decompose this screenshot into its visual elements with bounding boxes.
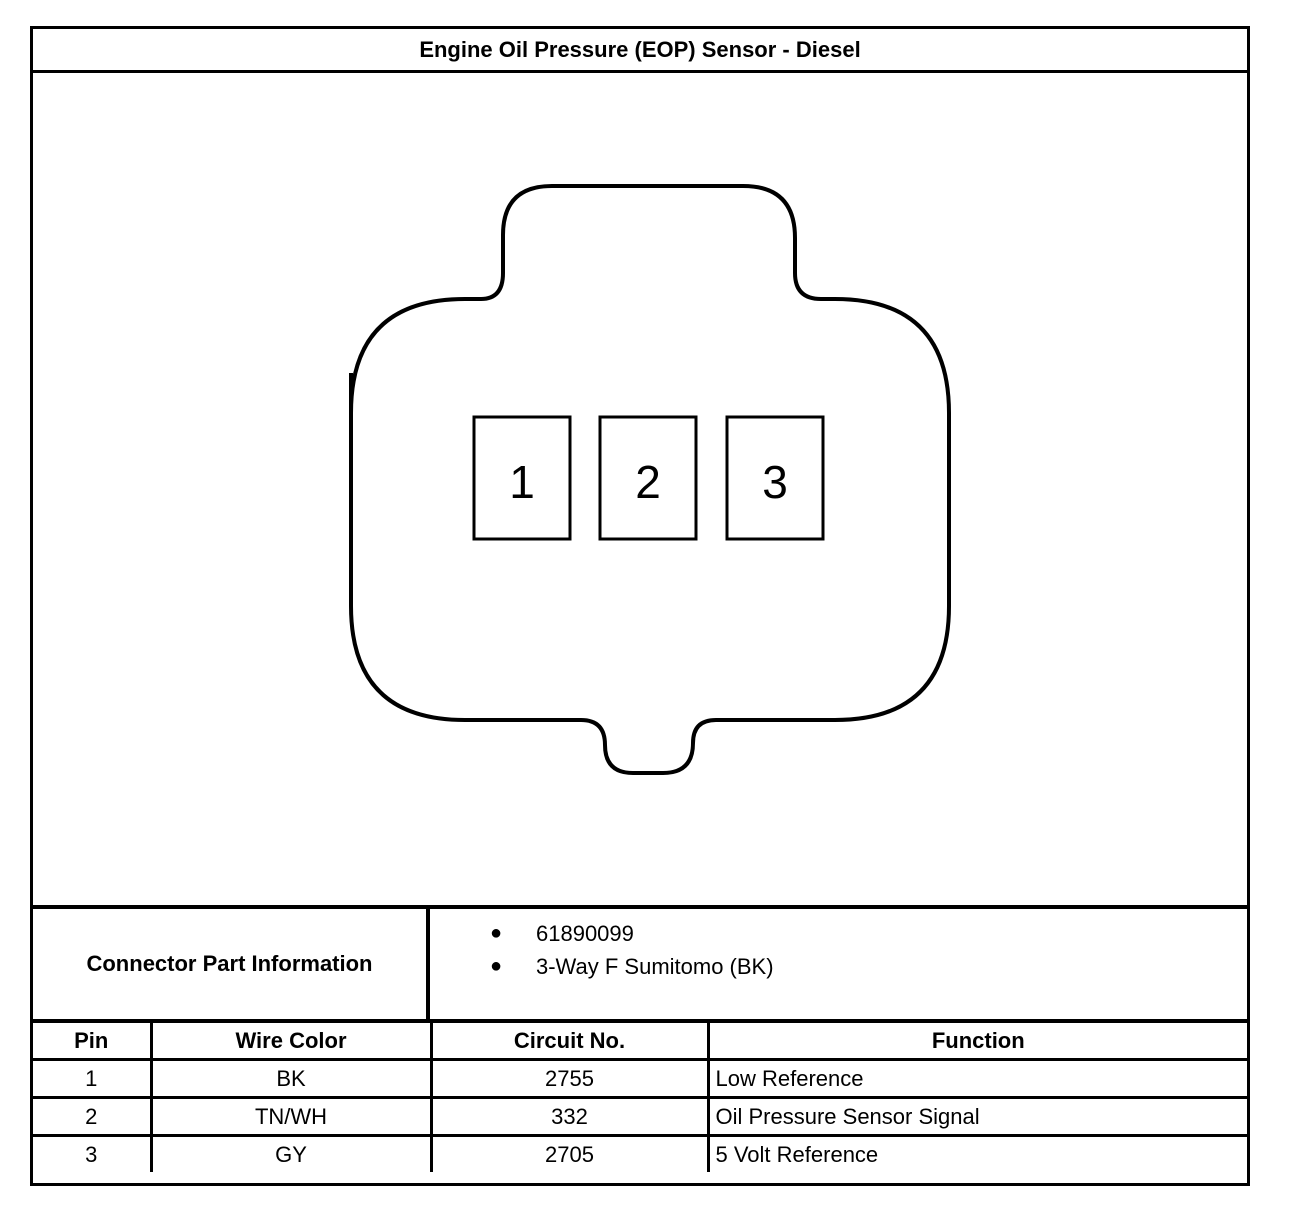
cell-function: 5 Volt Reference <box>708 1136 1247 1173</box>
cell-pin: 2 <box>33 1098 151 1136</box>
cell-wire-color: GY <box>151 1136 431 1173</box>
connector-face-svg <box>33 73 1247 906</box>
bullet-icon: ● <box>490 955 503 977</box>
header-function: Function <box>708 1023 1247 1060</box>
connector-type: 3-Way F Sumitomo (BK) <box>536 954 774 979</box>
cell-wire-color: TN/WH <box>151 1098 431 1136</box>
pin-label: 1 <box>509 456 535 508</box>
pin-cavity-3 <box>727 417 823 539</box>
part-info-item <box>430 917 774 950</box>
part-info-section <box>33 905 1247 1023</box>
cell-circuit-no: 2755 <box>431 1060 708 1098</box>
table-row <box>33 1098 1247 1136</box>
pin-label: 3 <box>762 456 788 508</box>
page-title: Engine Oil Pressure (EOP) Sensor - Diesel <box>33 29 1247 73</box>
pin-cavity-2 <box>600 417 696 539</box>
cell-pin: 3 <box>33 1136 151 1173</box>
bullet-icon: ● <box>490 922 503 944</box>
table-row <box>33 1136 1247 1173</box>
table-row <box>33 1060 1247 1098</box>
connector-diagram <box>33 73 1247 906</box>
part-info-label: Connector Part Information <box>33 909 430 1019</box>
part-info-item <box>430 950 774 983</box>
table-header-row <box>33 1023 1247 1060</box>
cell-wire-color: BK <box>151 1060 431 1098</box>
connector-sheet <box>30 26 1250 1186</box>
header-pin: Pin <box>33 1023 151 1060</box>
header-circuit-no: Circuit No. <box>431 1023 708 1060</box>
cell-circuit-no: 332 <box>431 1098 708 1136</box>
part-number: 61890099 <box>536 921 634 946</box>
cell-function: Low Reference <box>708 1060 1247 1098</box>
pin-cavity-1 <box>474 417 570 539</box>
cell-pin: 1 <box>33 1060 151 1098</box>
pinout-table <box>33 1023 1247 1172</box>
pin-label: 2 <box>635 456 661 508</box>
cell-circuit-no: 2705 <box>431 1136 708 1173</box>
cell-function: Oil Pressure Sensor Signal <box>708 1098 1247 1136</box>
header-wire-color: Wire Color <box>151 1023 431 1060</box>
part-info-list <box>430 917 774 983</box>
